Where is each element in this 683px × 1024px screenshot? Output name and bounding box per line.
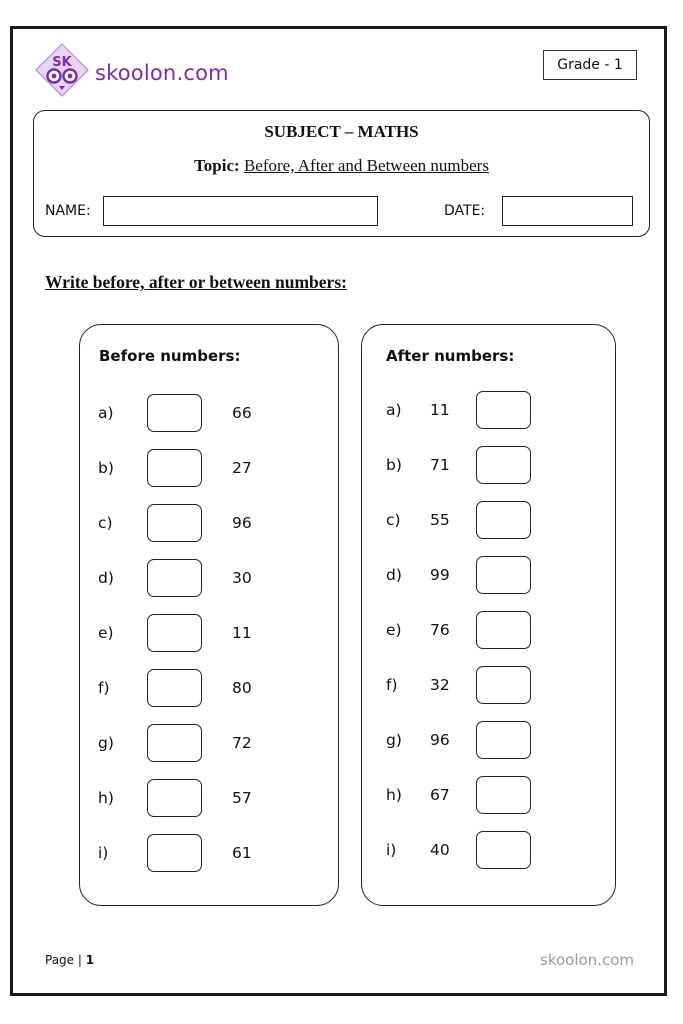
answer-box[interactable]	[147, 449, 202, 487]
item-letter: e)	[98, 624, 114, 642]
given-number: 67	[430, 786, 450, 804]
list-item	[362, 391, 615, 431]
page-label: Page	[45, 953, 75, 967]
answer-box[interactable]	[476, 666, 531, 704]
logo-letters: SK	[52, 55, 72, 70]
list-item	[362, 501, 615, 541]
item-letter: a)	[386, 401, 402, 419]
item-letter: f)	[98, 679, 110, 697]
item-letter: h)	[98, 789, 114, 807]
answer-box[interactable]	[476, 611, 531, 649]
given-number: 27	[232, 459, 252, 477]
item-letter: i)	[98, 844, 109, 862]
given-number: 11	[430, 401, 450, 419]
given-number: 40	[430, 841, 450, 859]
item-letter: a)	[98, 404, 114, 422]
answer-box[interactable]	[476, 831, 531, 869]
given-number: 55	[430, 511, 450, 529]
name-label: NAME:	[45, 203, 91, 219]
answer-box[interactable]	[147, 669, 202, 707]
instruction-heading: Write before, after or between numbers:	[45, 272, 347, 292]
list-item	[80, 559, 338, 599]
date-label: DATE:	[444, 203, 486, 219]
list-item	[362, 611, 615, 651]
answer-box[interactable]	[476, 556, 531, 594]
list-item	[362, 831, 615, 871]
before-numbers-title: Before numbers:	[99, 347, 241, 365]
given-number: 99	[430, 566, 450, 584]
answer-box[interactable]	[147, 559, 202, 597]
item-letter: b)	[98, 459, 114, 477]
given-number: 72	[232, 734, 252, 752]
after-numbers-panel	[361, 324, 616, 906]
brand-name: skoolon.com	[95, 61, 229, 85]
answer-box[interactable]	[476, 446, 531, 484]
given-number: 30	[232, 569, 252, 587]
given-number: 11	[232, 624, 252, 642]
answer-box[interactable]	[147, 504, 202, 542]
item-letter: i)	[386, 841, 397, 859]
item-letter: d)	[98, 569, 114, 587]
given-number: 96	[430, 731, 450, 749]
topic-value: Before, After and Between numbers	[243, 156, 489, 175]
subject-title: SUBJECT – MATHS	[264, 122, 419, 141]
item-letter: d)	[386, 566, 402, 584]
list-item	[80, 394, 338, 434]
given-number: 32	[430, 676, 450, 694]
list-item	[362, 776, 615, 816]
answer-box[interactable]	[147, 394, 202, 432]
item-letter: f)	[386, 676, 398, 694]
list-item	[362, 446, 615, 486]
before-numbers-panel	[79, 324, 339, 906]
list-item	[80, 779, 338, 819]
item-letter: b)	[386, 456, 402, 474]
answer-box[interactable]	[476, 391, 531, 429]
item-letter: c)	[386, 511, 401, 529]
list-item	[80, 504, 338, 544]
answer-box[interactable]	[476, 776, 531, 814]
list-item	[362, 556, 615, 596]
given-number: 57	[232, 789, 252, 807]
page-separator: |	[77, 953, 82, 967]
list-item	[80, 614, 338, 654]
page-number-value: 1	[85, 953, 95, 967]
list-item	[80, 724, 338, 764]
given-number: 61	[232, 844, 252, 862]
footer-site: skoolon.com	[540, 951, 634, 969]
given-number: 66	[232, 404, 252, 422]
date-field[interactable]	[502, 196, 633, 226]
item-letter: c)	[98, 514, 113, 532]
page-number	[45, 953, 94, 967]
given-number: 96	[232, 514, 252, 532]
answer-box[interactable]	[476, 501, 531, 539]
item-letter: h)	[386, 786, 402, 804]
list-item	[362, 666, 615, 706]
answer-box[interactable]	[476, 721, 531, 759]
given-number: 71	[430, 456, 450, 474]
grade-badge: Grade - 1	[543, 50, 637, 80]
topic-label: Topic:	[194, 156, 240, 175]
list-item	[80, 669, 338, 709]
after-numbers-title: After numbers:	[386, 347, 515, 365]
answer-box[interactable]	[147, 834, 202, 872]
answer-box[interactable]	[147, 779, 202, 817]
list-item	[80, 449, 338, 489]
list-item	[362, 721, 615, 761]
item-letter: g)	[386, 731, 402, 749]
list-item	[80, 834, 338, 874]
owl-logo-icon	[34, 42, 90, 98]
answer-box[interactable]	[147, 614, 202, 652]
item-letter: e)	[386, 621, 402, 639]
given-number: 76	[430, 621, 450, 639]
name-field[interactable]	[103, 196, 378, 226]
given-number: 80	[232, 679, 252, 697]
item-letter: g)	[98, 734, 114, 752]
answer-box[interactable]	[147, 724, 202, 762]
topic-line	[0, 156, 683, 176]
